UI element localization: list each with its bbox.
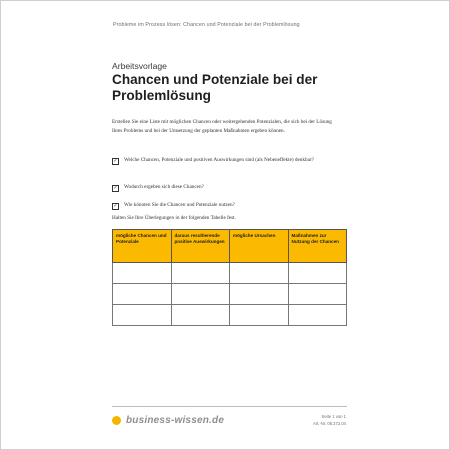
table-cell[interactable] — [113, 284, 172, 305]
running-header: Probleme im Prozess lösen: Chancen und Potenziale bei der Problemlösung — [113, 22, 300, 28]
table-row — [113, 305, 347, 326]
checkbox-icon: ✓ — [113, 159, 118, 164]
page-info — [313, 413, 346, 427]
worksheet-table — [112, 229, 347, 326]
article-number: Art.-Nr. 06.272.04 — [312, 421, 346, 426]
question-item — [112, 156, 347, 165]
question-text: Wie könnten Sie die Chancen und Potenziale nutzen? — [124, 202, 235, 208]
table-row — [113, 263, 347, 284]
table-cell[interactable] — [171, 284, 230, 305]
table-cell[interactable] — [113, 305, 172, 326]
intro-text: Erstellen Sie eine Liste mit möglichen Chancen oder weitergehenden Potenzialen, die sich bei der Lösung Ihres Problems und bei der Umsetzung der geplanten Maßnahmen ergeben können. — [112, 119, 332, 134]
table-cell[interactable] — [230, 284, 289, 305]
table-cell[interactable] — [113, 263, 172, 284]
question-text: Wodurch ergeben sich diese Chancen? — [124, 184, 204, 190]
table-instruction: Halten Sie Ihre Überlegungen in der folgenden Tabelle fest. — [112, 215, 236, 221]
document-title: Chancen und Potenziale bei der Problemlösung — [112, 72, 318, 103]
table-header-cell: mögliche Ursachen — [230, 230, 289, 263]
question-text: Welche Chancen, Potenziale und positiven Auswirkungen sind (als Nebeneffekte) denkbar? — [124, 157, 314, 163]
table-cell[interactable] — [288, 263, 347, 284]
table-header-cell: Maßnahmen zur Nutzung der Chancen — [288, 230, 347, 263]
document-subtitle: Arbeitsvorlage — [112, 61, 167, 71]
logo-text: business-wissen.de — [126, 415, 225, 426]
brand-logo[interactable] — [112, 415, 224, 426]
question-item — [112, 183, 347, 192]
table-header-row — [113, 230, 347, 263]
checkbox-icon: ✓ — [113, 186, 118, 191]
table-cell[interactable] — [288, 284, 347, 305]
table-header-cell: mögliche Chancen und Potenziale — [113, 230, 172, 263]
logo-dot-icon — [112, 416, 121, 425]
table-row — [113, 284, 347, 305]
table-cell[interactable] — [230, 263, 289, 284]
table-cell[interactable] — [171, 263, 230, 284]
table-cell[interactable] — [230, 305, 289, 326]
checkbox-icon: ✓ — [113, 204, 118, 209]
table-header-cell: daraus resultierende positive Auswirkungen — [171, 230, 230, 263]
table-cell[interactable] — [171, 305, 230, 326]
page-number: Seite 1 von 1 — [321, 414, 346, 419]
question-item — [112, 201, 347, 210]
table-cell[interactable] — [288, 305, 347, 326]
footer-divider — [112, 406, 347, 407]
